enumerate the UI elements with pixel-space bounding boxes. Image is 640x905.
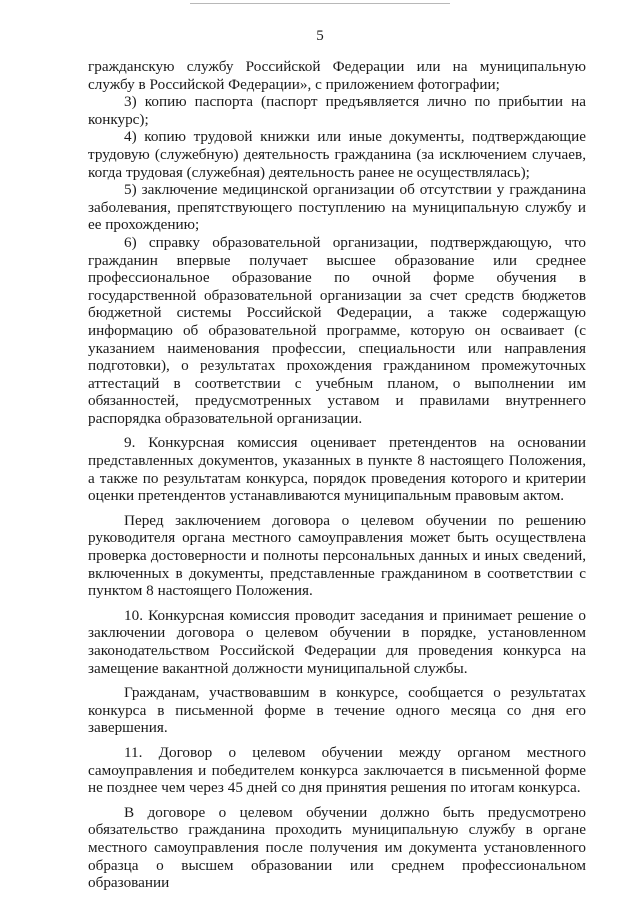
paragraph-obligation: В договоре о целевом обучении должно быть предусмотрено обязательство гражданина проходить муниципальную службу в органе местного самоуправления после получения им документа установленного образца о высшем образовании или среднем профессиональном образовании	[88, 803, 586, 892]
document-body	[88, 58, 586, 892]
page-number: 5	[316, 28, 324, 44]
paragraph-item-5: 5) заключение медицинской организации об отсутствии у гражданина заболевания, препятствующего поступлению на муниципальную службу и ее прохождению;	[88, 181, 586, 234]
scan-edge-line	[190, 3, 450, 4]
paragraph-continuation: гражданскую службу Российской Федерации или на муниципальную службу в Российской Федерации», с приложением фотографии;	[88, 58, 586, 93]
paragraph-clause-9: 9. Конкурсная комиссия оценивает претендентов на основании представленных документов, указанных в пункте 8 настоящего Положения, а также по результатам конкурса, порядок проведения которого и критерии оценки претендентов устанавливаются муниципальным правовым актом.	[88, 434, 586, 505]
paragraph-verification: Перед заключением договора о целевом обучении по решению руководителя органа местного самоуправления может быть осуществлена проверка достоверности и полноты персональных данных и иных сведений, включенных в документы, представленные гражданином в соответствии с пунктом 8 настоящего Положения.	[88, 511, 586, 600]
paragraph-clause-10: 10. Конкурсная комиссия проводит заседания и принимает решение о заключении договора о целевом обучении в порядке, установленном законодательством Российской Федерации для проведения конкурса на замещение вакантной должности муниципальной службы.	[88, 606, 586, 677]
paragraph-item-4: 4) копию трудовой книжки или иные документы, подтверждающие трудовую (служебную) деятельность гражданина (за исключением случаев, когда трудовая (служебная) деятельность ранее не осуществлялась);	[88, 128, 586, 181]
paragraph-notification: Гражданам, участвовавшим в конкурсе, сообщается о результатах конкурса в письменной форме в течение одного месяца со дня его завершения.	[88, 684, 586, 737]
paragraph-item-3: 3) копию паспорта (паспорт предъявляется лично по прибытии на конкурс);	[88, 93, 586, 128]
paragraph-item-6: 6) справку образовательной организации, подтверждающую, что гражданин впервые получает высшее образование или среднее профессиональное образование по очной форме обучения в государственной образовательной организации за счет средств бюджетов бюджетной системы Российской Федерации, а также содержащую информацию об образовательной программе, которую он осваивает (с указанием наименования профессии, специальности или направления подготовки), о результатах прохождения гражданином промежуточных аттестаций в соответствии с учебным планом, о выполнении им обязанностей, предусмотренных уставом и правилами внутреннего распорядка образовательной организации.	[88, 233, 586, 427]
paragraph-clause-11: 11. Договор о целевом обучении между органом местного самоуправления и победителем конкурса заключается в письменной форме не позднее чем через 45 дней со дня принятия решения по итогам конкурса.	[88, 743, 586, 797]
